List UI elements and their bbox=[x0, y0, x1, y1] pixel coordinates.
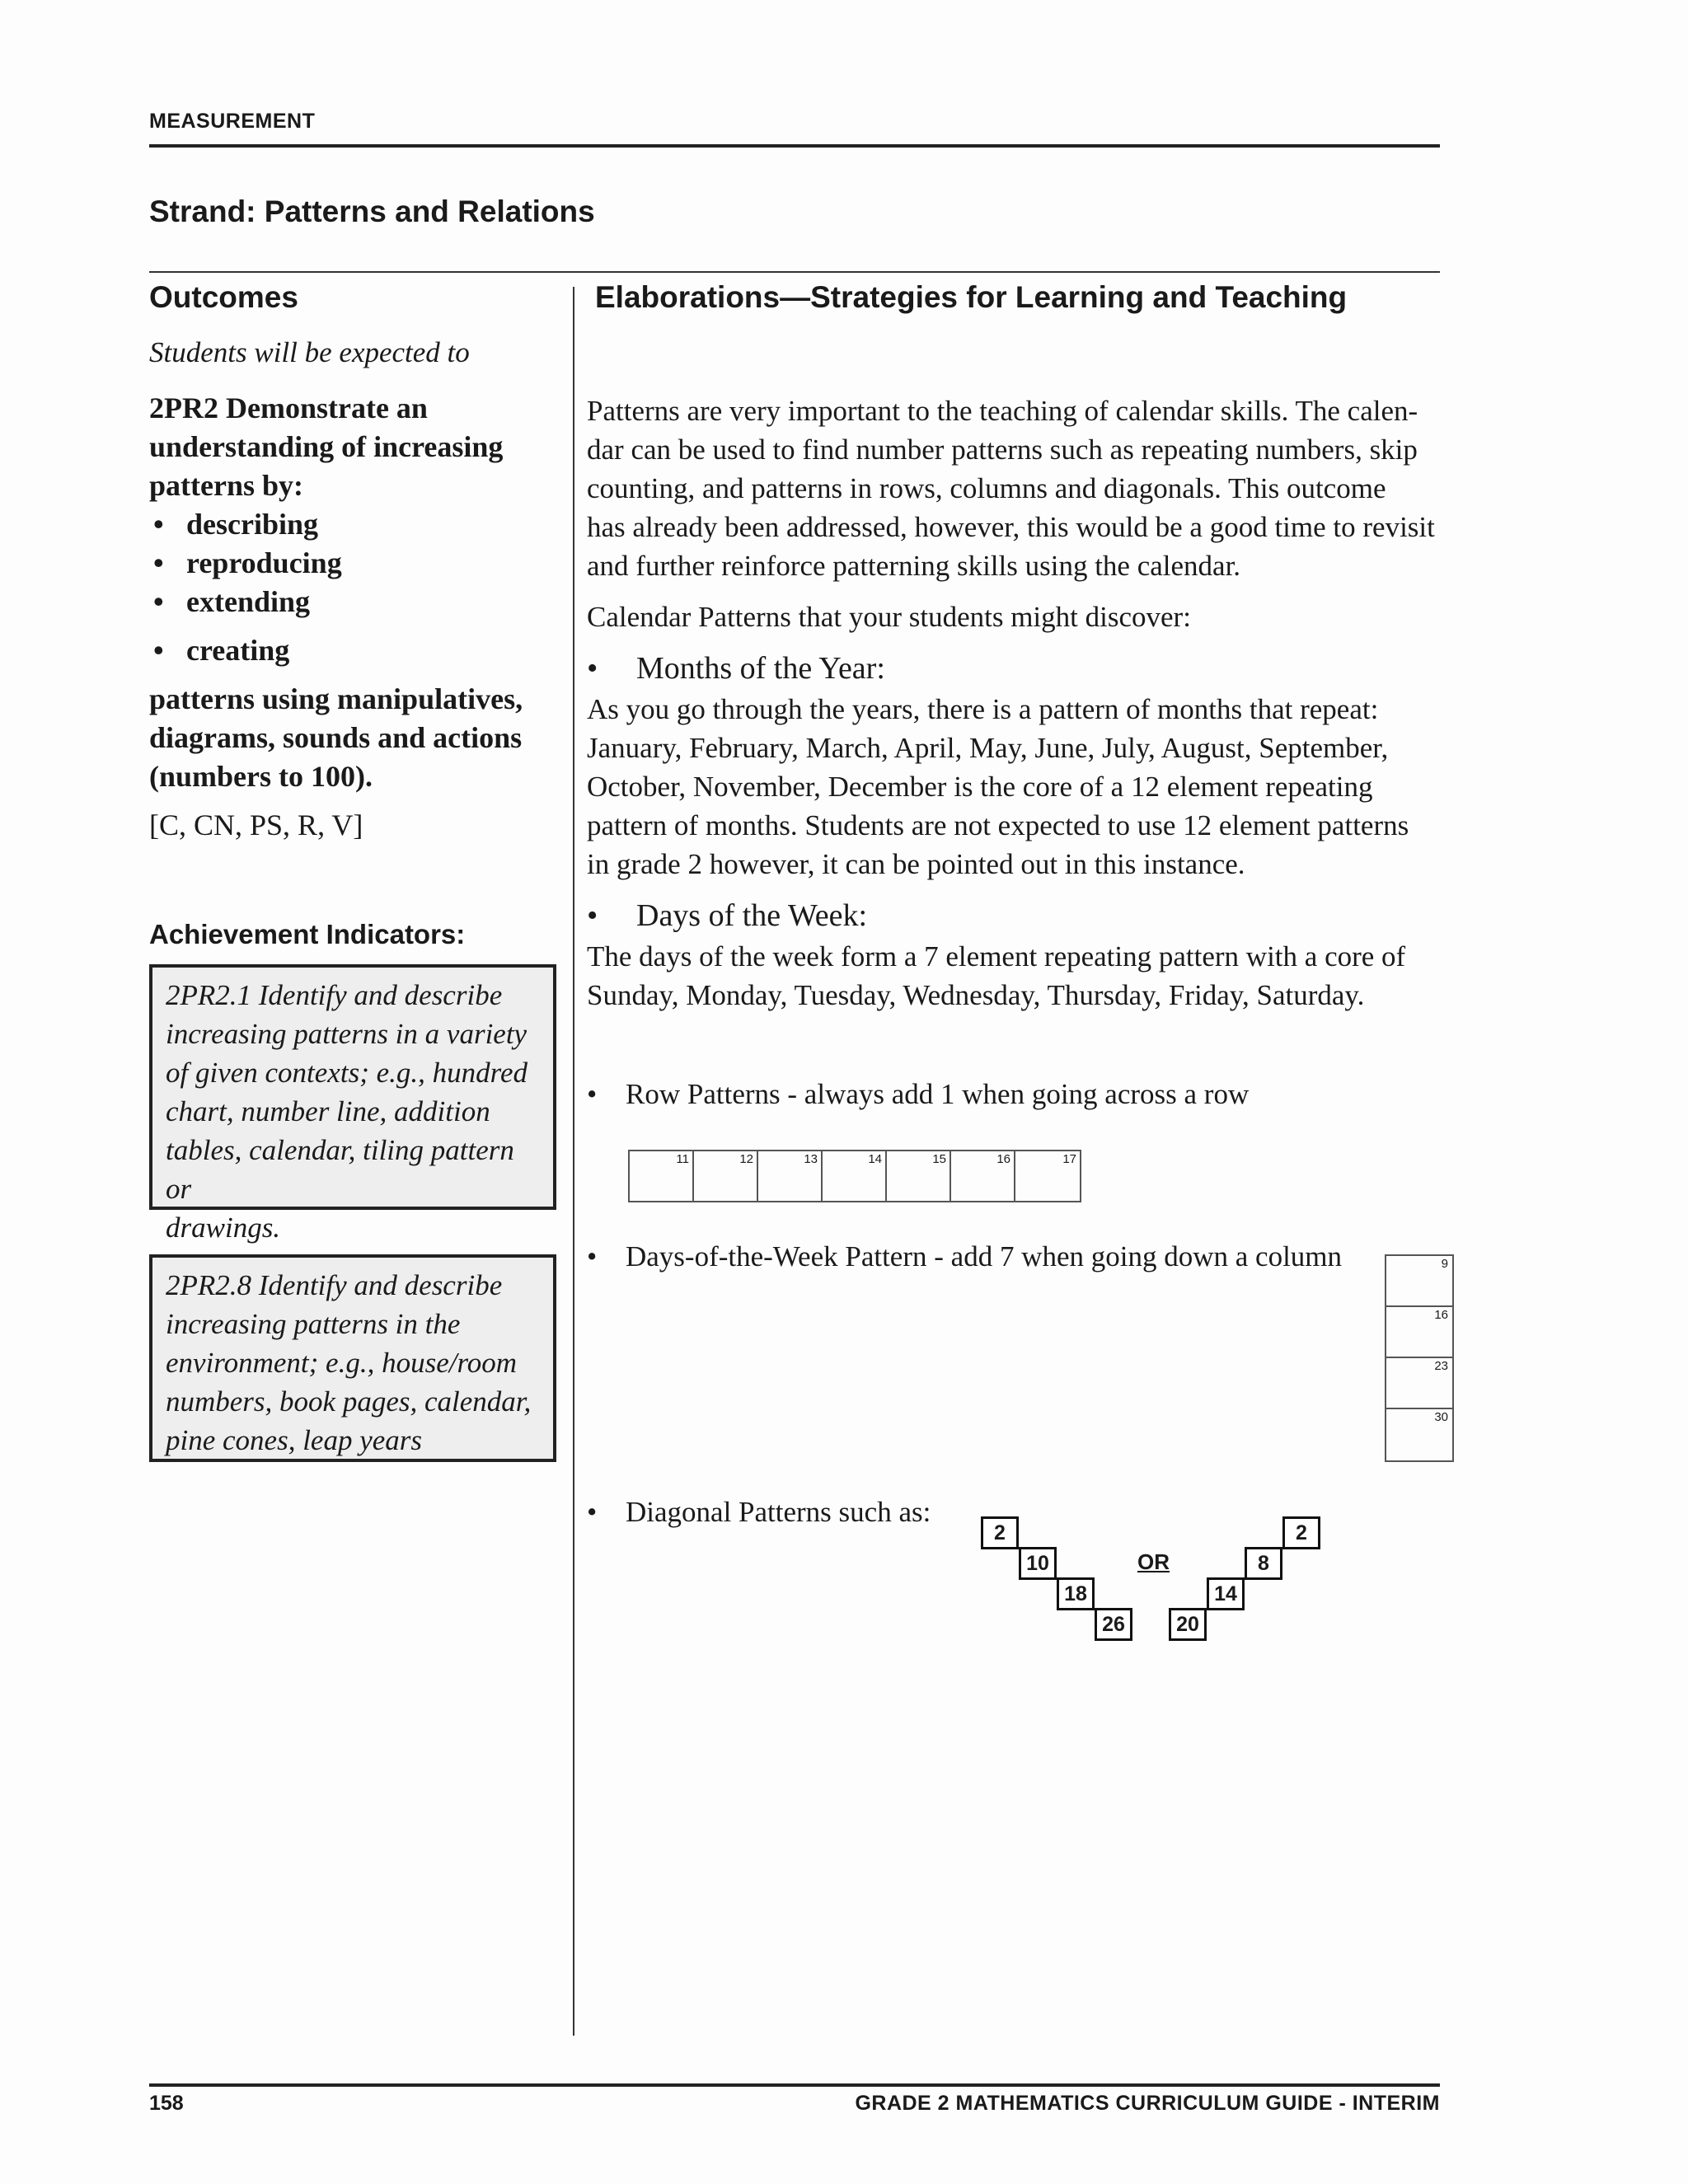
indicator-line: increasing patterns in the bbox=[166, 1308, 461, 1340]
calendar-patterns-lead: Calendar Patterns that your students might discover: bbox=[587, 601, 1191, 633]
list-item: • creating bbox=[149, 631, 561, 670]
text-line: has already been addressed, however, this would be a good time to revisit bbox=[587, 511, 1435, 543]
text-line: Sunday, Monday, Tuesday, Wednesday, Thursday, Friday, Saturday. bbox=[587, 979, 1365, 1011]
text-line: dar can be used to find number patterns such as repeating numbers, skip bbox=[587, 434, 1418, 466]
months-heading: • Months of the Year: bbox=[587, 651, 885, 686]
footer-title: GRADE 2 MATHEMATICS CURRICULUM GUIDE - INTERIM bbox=[855, 2092, 1440, 2115]
diagonal-pattern-bullet: • Diagonal Patterns such as: bbox=[587, 1496, 931, 1528]
strand-title: Strand: Patterns and Relations bbox=[149, 194, 595, 228]
row-pattern-bullet: • Row Patterns - always add 1 when going across a row bbox=[587, 1078, 1250, 1110]
page-number: 158 bbox=[149, 2092, 184, 2115]
diagonal-cell: 20 bbox=[1169, 1608, 1207, 1641]
text-line: in grade 2 however, it can be pointed out in this instance. bbox=[587, 848, 1245, 880]
text-line: Patterns are very important to the teaching of calendar skills. The calen- bbox=[587, 395, 1418, 427]
indicator-line: numbers, book pages, calendar, bbox=[166, 1385, 532, 1418]
calendar-cell: 15 bbox=[887, 1151, 951, 1201]
text-line: January, February, March, April, May, June, July, August, September, bbox=[587, 732, 1389, 764]
or-label: OR bbox=[1137, 1549, 1170, 1574]
outcomes-intro: Students will be expected to bbox=[149, 336, 470, 368]
outcome-line: 2PR2 Demonstrate an bbox=[149, 391, 428, 424]
list-item: • extending bbox=[149, 583, 561, 621]
calendar-cell: 12 bbox=[694, 1151, 758, 1201]
column-pattern-grid bbox=[1385, 1254, 1454, 1462]
text-line: pattern of months. Students are not expected to use 12 element patterns bbox=[587, 809, 1409, 841]
calendar-cell: 23 bbox=[1386, 1358, 1452, 1409]
text-line: counting, and patterns in rows, columns and diagonals. This outcome bbox=[587, 472, 1386, 504]
outcome-bullets bbox=[149, 505, 561, 670]
indicator-line: environment; e.g., house/room bbox=[166, 1347, 518, 1379]
days-heading: • Days of the Week: bbox=[587, 898, 868, 933]
outcomes-heading: Outcomes bbox=[149, 280, 298, 314]
calendar-cell: 16 bbox=[1386, 1307, 1452, 1358]
column-divider bbox=[573, 287, 574, 2036]
diagonal-cell: 2 bbox=[981, 1516, 1019, 1549]
indicator-line: pine cones, leap years bbox=[166, 1424, 423, 1456]
indicator-line: of given contexts; e.g., hundred bbox=[166, 1057, 528, 1089]
process-codes: [C, CN, PS, R, V] bbox=[149, 808, 363, 841]
indicator-line: tables, calendar, tiling pattern or bbox=[166, 1134, 514, 1205]
days-paragraph bbox=[587, 937, 1444, 1015]
text-line: October, November, December is the core of a 12 element repeating bbox=[587, 771, 1373, 803]
list-item: • describing bbox=[149, 505, 561, 544]
indicator-line: drawings. bbox=[166, 1212, 281, 1244]
outcome-statement bbox=[149, 389, 561, 845]
diagonal-cell: 10 bbox=[1019, 1547, 1057, 1580]
indicator-line: chart, number line, addition bbox=[166, 1095, 490, 1127]
row-pattern-grid bbox=[628, 1150, 1081, 1202]
footer-rule bbox=[149, 2083, 1440, 2087]
outcome-line: diagrams, sounds and actions bbox=[149, 721, 523, 754]
text-line: and further reinforce patterning skills using the calendar. bbox=[587, 550, 1241, 582]
indicator-line: increasing patterns in a variety bbox=[166, 1018, 528, 1050]
calendar-cell: 13 bbox=[758, 1151, 823, 1201]
calendar-cell: 14 bbox=[823, 1151, 887, 1201]
diagonal-cell: 26 bbox=[1095, 1608, 1132, 1641]
diagonal-cell: 18 bbox=[1057, 1577, 1095, 1610]
indicator-box-1 bbox=[149, 964, 556, 1244]
diagonal-cell: 8 bbox=[1245, 1547, 1282, 1580]
text-line: As you go through the years, there is a pattern of months that repeat: bbox=[587, 693, 1379, 725]
calendar-cell: 17 bbox=[1062, 1152, 1076, 1166]
calendar-cell: 16 bbox=[951, 1151, 1015, 1201]
list-item: • reproducing bbox=[149, 544, 561, 583]
outcome-line: patterns by: bbox=[149, 469, 303, 502]
intro-paragraph bbox=[587, 391, 1444, 585]
indicator-box-2 bbox=[149, 1254, 556, 1462]
calendar-cell: 11 bbox=[630, 1151, 694, 1201]
diagonal-cell: 2 bbox=[1282, 1516, 1320, 1549]
indicator-line: 2PR2.8 Identify and describe bbox=[166, 1269, 503, 1301]
elaborations-heading: Elaborations—Strategies for Learning and Teaching bbox=[595, 280, 1348, 314]
outcome-line: understanding of increasing bbox=[149, 430, 504, 463]
section-label: MEASUREMENT bbox=[149, 110, 316, 133]
calendar-cell: 9 bbox=[1386, 1256, 1452, 1307]
calendar-cell: 30 bbox=[1434, 1410, 1448, 1424]
achievement-heading: Achievement Indicators: bbox=[149, 919, 466, 949]
diagonal-cell: 14 bbox=[1207, 1577, 1245, 1610]
header-rule bbox=[149, 144, 1440, 148]
outcome-line: (numbers to 100). bbox=[149, 760, 373, 793]
months-paragraph bbox=[587, 690, 1444, 883]
indicator-line: 2PR2.1 Identify and describe bbox=[166, 979, 503, 1011]
column-header-rule bbox=[149, 271, 1440, 273]
outcome-line: patterns using manipulatives, bbox=[149, 682, 523, 715]
column-pattern-bullet: • Days-of-the-Week Pattern - add 7 when going down a column bbox=[587, 1240, 1343, 1272]
text-line: The days of the week form a 7 element repeating pattern with a core of bbox=[587, 940, 1406, 972]
